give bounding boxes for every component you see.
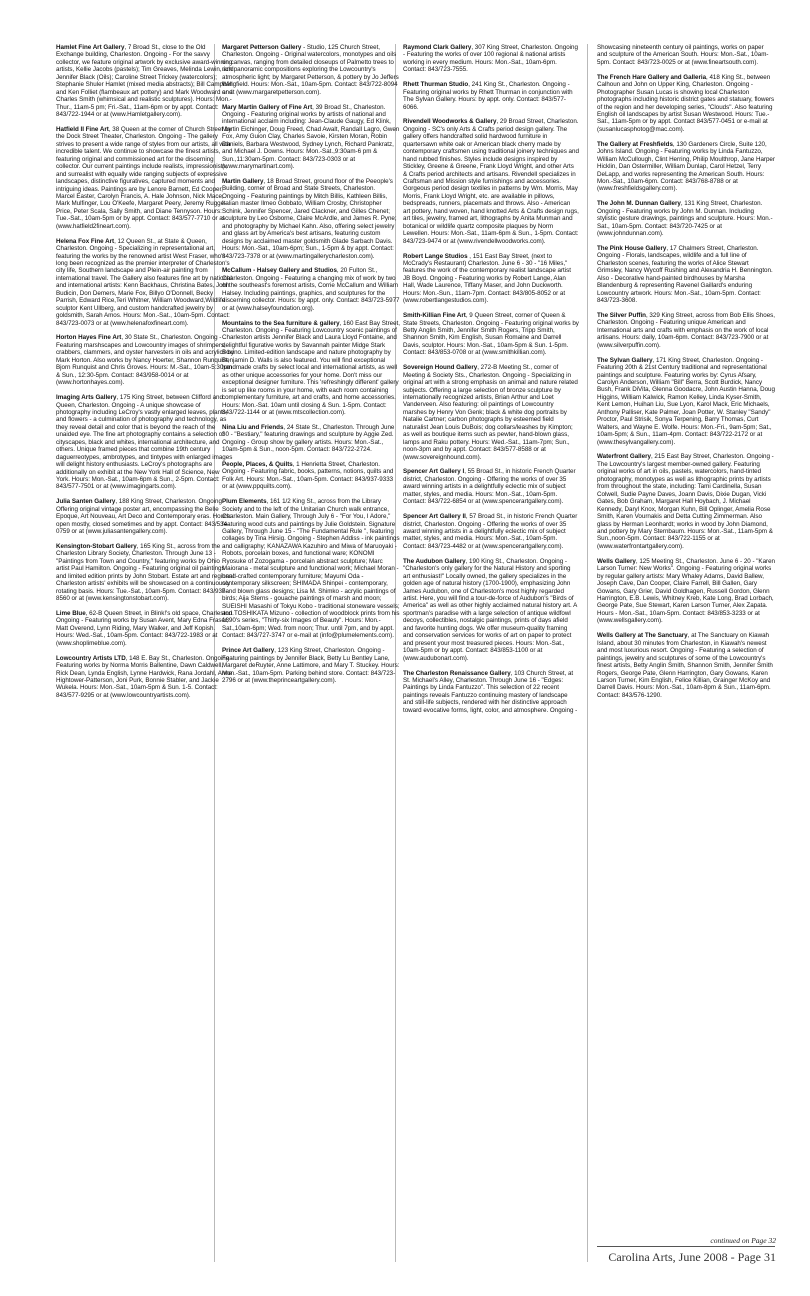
gallery-details: , 175 King Street, between Clifford and Queen, Charleston. Ongoing - A unique showcase of photography including LeCroy's vastly enlarged leaves, plants, and flowers - a culmination of photography and technology, as they reveal detail and color that is beyond the reach of the unaided eye. The fine art photography contains a selection of cityscapes, black and whites, international architecture, and others. Unique framed pieces that combine 19th century daguerreotypes, ambrotypes, and tintypes with enlarged images will delight history enthusiasts. LeCroy's photographs are additionally on exhibit at the New York Hall of Science, New York. Hours: Mon.-Sat., 10am-6pm & Sun., 2-5pm. Contact: 843/577-7501 or at (www.imagingarts.com).: [56, 394, 233, 491]
gallery-details: - Studio, 125 Church Street, Charleston. Ongoing - Original watercolors, monotypes and oils on canvas, ranging from detailed closeups of Palmetto trees to rich panoramic compositions exploring the Lowcountry's atmospheric light; by Margaret Petterson, & pottery by Jo Jeffers Wingfield. Hours: Mon.-Sat., 10am-5pm. Contact: 843/722-8094 or at (www.margaretpetterson.com).: [222, 44, 399, 96]
gallery-listing: [597, 312, 775, 349]
gallery-details: , 131 King Street, Charleston. Ongoing - Featuring works by John M. Dunnan. Including stylistic gesture drawings, paintings and sculpture. Hours: Mon.-Sat., 10am-5pm. Contact: 843/720-7425 or at (www.johndunnan.com).: [597, 200, 773, 238]
listing-column-1: [56, 44, 234, 707]
gallery-details: , 55 Broad St., in historic French Quarter district, Charleston. Ongoing - Offering the works of over 35 award winning artists in a delightfully eclectic mix of subject matter, styles, and media. Hours: Mon.-Sat., 10am-5pm. Contact: 843/722-6854 or at (www.spencerartgallery.com).: [403, 468, 576, 506]
gallery-listing: [56, 238, 234, 327]
gallery-details: , 130 Gardeners Circle, Suite 120, Johns Island. Ongoing - Featuring works by Linda Fantuzzo, William McCullough, Clint Herring, Philip Moulthrop, Jane Harper Hicklin, Dan Ostermiller, William Dunlap, Carol Hetzel, Terry DeLapp, and works representing the American South. Hours: Mon.-Sat., 10am-6pm. Contact: 843/768-8788 or at (www.freshfieldsgallery.com).: [597, 140, 775, 193]
gallery-listing: [222, 104, 400, 171]
footer-rule: [597, 1246, 775, 1247]
gallery-listing: [222, 320, 400, 417]
gallery-listing: [597, 453, 775, 550]
gallery-name: Hatfield II Fine Art: [56, 125, 109, 133]
gallery-name: Sovereign Hound Gallery: [403, 364, 478, 372]
gallery-listing: [403, 364, 579, 461]
gallery-details: , 151 East Bay Street, (next to McCrady's Restaurant) Charleston. June 6 - 30 - "16 Miles," features the work of the contemporary realist landscape artist JB Boyd. Ongoing - Featuring works by Robert Lange, Alan Hall, Wade Laurence, Tiffany Maser, and John Duckworth. Hours: Mon.-Sun., 11am-7pm. Contact: 843/805-8052 or at (www.robertlangestudios.com).: [403, 252, 571, 305]
gallery-listing: [597, 357, 775, 446]
gallery-name: Helena Fox Fine Art: [56, 237, 115, 245]
gallery-details: , 17 Chalmers Street, Charleston. Ongoing - Florals, landscapes, wildlife and a full line of Charleston scenes, featuring the works of Alice Stewart Grimsley, Nancy Wycoff Rushing and Alexandria H. Bennington. Also - Decorative hand-painted birdhouses by Marsha Blandenburg & representing Ravenel Gaillard's enduring Lowcountry artwork. Hours: Mon.-Sat., 10am-5pm. Contact: 843/723-3608.: [597, 244, 773, 305]
gallery-details: Showcasing nineteenth century oil paintings, works on paper and sculpture of the American South. Hours: Mon.-Sat., 10am-5pm. Contact: 843/723-0025 or at (www.fineartsouth.com).: [597, 44, 769, 66]
listing-column-3: [403, 44, 579, 722]
gallery-details: , 62-B Queen Street, in Blink!'s old space, Charleston. Ongoing - Featuring works by Susan Avent, Mary Edna Fraser, Matt Overend, Lynn Riding, Mary Walker, and Jeff Kopish. Hours: Wed.-Sat., 10am-5pm. Contact: 843/722-1983 or at (www.shoplimeblue.com).: [56, 610, 234, 647]
gallery-listing: [56, 543, 234, 603]
gallery-listing: [597, 74, 775, 134]
gallery-details: , 272-B Meeting St., corner of Meeting & Society Sts., Charleston. Ongoing - Specializing in original art with a strong emphasis on animal and nature related subjects. Offering a large selection of bronze sculpture by internationally recognized artists, Brian Arthur and Loet Vanderveen. Also featuring: oil paintings of Lowcountry marshes by Henry Von Genk; black & white dog portraits by Natalie Cartner; carbon photographs by esteemed field naturalist Jean Louis DuBois; dog collars/leashes by Kimpton; as well as boutique items such as pewter, hand-blown glass, lamps and Raku pottery. Hours: Wed.-Sat., 11am-7pm; Sun., noon-3pm and by appt. Contact: 843/577-8588 or at (www.sovereignhound.com).: [403, 364, 578, 461]
gallery-listing: [597, 558, 775, 625]
listing-column-2: [222, 44, 400, 692]
gallery-listing: [56, 498, 234, 535]
gallery-details: , 125 Meeting St., Charleston. June 6 - 20 - "Karen Larson Turner: New Works". Ongoing - Featuring original works by regular gallery artists: Mary Whaley Adams, David Ballew, Joseph Cave, Dan Cooper, Claire Farrell, Bill Gallen, Gary Gowans, Gary Grier, David Goldhagen, Russell Gordon, Glenn Harrington, E.B. Lewis, Whitney Kreb, Kate Long, Brad Lorbach, George Pate, Sue Stewart, Karen Larson Turner, Alex Zapata. Hours - Mon.-Sat., 10am-5pm. Contact: 843/853-3233 or at (www.wellsgallery.com).: [597, 557, 776, 625]
gallery-name: Plum Elements: [222, 498, 267, 506]
gallery-details: , 160 East Bay Street, Charleston. Ongoing - Featuring Lowcountry scenic paintings of Charleston artists Jennifer Black and Laura Lloyd Fontaine, and delightful figurative works by Savannah painter Midge Stark Bovino. Limited-edition landscape and nature photography by Benjamin D. Walls is also featured. You will find exceptional handmade crafts by select local and international artists, as well as other unique accessories for your home. Don't miss our exceptional designer furniture. This 'refreshingly different' gallery is set up like rooms in your home, with each room containing complementary furniture, art and crafts, and home accessories. Hours: Mon.-Sat. 10am until closing & Sun. 1-5pm. Contact: 843/722-1144 or at (www.mtscollection.com).: [222, 319, 400, 416]
gallery-name: The Sylvan Gallery: [597, 356, 653, 364]
gallery-details: , 165 King St., across from the Charleston Library Society, Charleston. Through June 13 - "Paintings from Town and Country," featuring works by Ohio artist Paul Hamilton. Ongoing - Featuring original oil paintings and limited edition prints by John Stobart. Estate art and regional Charleston artists' exhibits will be showcased on a continuously rotating basis. Hours: Tue.-Sat., 10am-5pm. Contact: 843/937-8560 or at (www.kensingtonstobart.com).: [56, 542, 234, 603]
gallery-name: Wells Gallery at The Sanctuary: [597, 632, 688, 640]
gallery-name: Rivendell Woodworks & Gallery: [403, 118, 497, 126]
gallery-details: , 329 King Street, across from Bob Ellis Shoes, Charleston. Ongoing - Featuring unique American and International arts and crafts with emphasis on the work of local artisans. Hours: daily, 10am-6pm. Contact: 843/723-7900 or at (www.silverpuffin.com).: [597, 312, 775, 349]
gallery-name: Lime Blue: [56, 610, 86, 617]
gallery-name: Horton Hayes Fine Art: [56, 334, 122, 342]
gallery-listing: [403, 253, 579, 305]
gallery-name: Margaret Petterson Gallery: [222, 44, 302, 51]
page-footer: Carolina Arts, June 2008 - Page 31: [608, 1250, 776, 1264]
gallery-name: Spencer Art Gallery I: [403, 468, 465, 476]
gallery-details: , 38 Queen at the corner of Church Street by the Dock Street Theater, Charleston. Ongoing - The gallery strives to present a wide range of styles from our artists, all with incredible talent. We continue to showcase the finest artists, featuring original and commissioned art for the discerning collector. Our current paintings include realists, impressionists, and surrealist with equally wide ranging subjects of expressive landscapes, distinctive figuratives, captured moments and intriguing ideas. Paintings are by Lenore Barnett, Ed Cooper, Marcel Easter, Carolyn Francis, A. Hale Johnson, Nick Mace, Mark Mulfinger, Lou O'Keefe, Margaret Peery, Jeremy Rugge-Price, Peter Scala, Sally Smith, and Diane Tennyson. Hours: Tue.-Sat., 10am-5pm or by appt. Contact: 843/577-7710 or at (www.hatfield2fineart.com).: [56, 125, 232, 230]
gallery-details: , 12 Queen St., at State & Queen, Charleston. Ongoing - Specializing in representational art, featuring the works by the renowned artist West Fraser, who's long been recognized as the premier interpreter of Charleston's city life, Southern landscape and Plein-air painting from international travel. The Gallery also features fine art by national and international artists: Kenn Backhaus, Christina Bates, John Budicin, Don Demers, Marie Fox, Billyo O'Donnell, Becky Parrish, Edward Rice,Teri Whitner, William Woodward,Wildlife sculptor Kent Ullberg, and custom handcrafted jewelry by goldsmith, Sarah Amos. Hours: Mon.-Sat., 10am-5pm. Contact: 843/723-0073 or at (www.helenafoxfineart.com).: [56, 237, 232, 327]
gallery-details: , 171 King Street, Charleston. Ongoing - Featuring 20th & 21st Century traditional and representational paintings and sculpture. Featuring works by: Cyrus Afsary, Carolyn Anderson, William "Bill" Berra, Scott Burdick, Nancy Bush, Frank DiVita, Glenna Goodacre, John Austin Hanna, Doug Higgins, William Kalwick, Ramon Kelley, Linda Kyser-Smith, Kent Lemon, Huihan Liu, Sue Lyon, Karol Mack, Eric Michaels, Anthony Palliser, Kate Palmer, Joan Potter, W. Stanley "Sandy" Proctor, Paul Strisik, Sonya Terpening, Barry Thomas, Curt Walters, and Wayne E. Wolfe. Hours: Mon.-Fri., 9am-5pm; Sat., 10am-5pm; & Sun., 11am-4pm. Contact: 843/722-2172 or at (www.thesylvangallery.com).: [597, 356, 775, 446]
gallery-details: , 418 King St., between Calhoun and John on Upper King, Charleston. Ongoing - Photographer Susan Lucas is showing local Charleston photographs including historic district gates and statuary, flowers of the region and her developing series, "Clouds". Also featuring English oil landscapes by artist Susan Westwood. Hours: Tue.-Sat., 11am-5pm or by appt. Contact 843/577-0451 or e-mail at (susanlucasphotog@mac.com).: [597, 73, 775, 133]
column-divider: [587, 44, 588, 1262]
gallery-listing: [222, 647, 400, 684]
gallery-details: , 161 1/2 King St., across from the Library Society and to the left of the Unitarian Church walk entrance, Charleston. Main Gallery, Through July 6 - "For You, I Adore," featuring wood cuts and paintings by Julie Goldstein. Signature Gallery, Through June 15 - "The Fundamental Rule ", featuring collages by Tina Hirsig. Ongoing - Stephen Addiss - ink paintings and calligraphy; KANAZAWA Kazuhiro and Miwa of Maruoyaki - Robots, porcelain boxes, and functional ware; KONOMI Ryosuke of Zozogama - porcelain abstract sculpture; Marc Maiorana - metal sculpture and functional work; Michael Moran - hand-crafted contemporary furniture; Mayumi Oda - contemporary silkscreen; SHIMADA Shinpei - contemporary, hand blown glass designs; Lisa M. Shimko - acrylic paintings of birds; Aija Sterns - gouache paintings of marsh and moon; SUEISHI Masashi of Tokyu Kobo - traditional stoneware vessels; and TOSHIKATA Mizuno - collection of woodblock prints from his 1890's series, "Thirty-six Images of Beauty". Hours: Mon.-Sat.,10am-6pm; Wed. from noon; Thur. until 7pm, and by appt. Contact: 843/727-3747 or e-mail at (info@plumelements.com).: [222, 498, 400, 640]
gallery-details: , 20 Fulton St., Charleston. Ongoing - Featuring a changing mix of work by two of the southeast's foremost artists, Corrie McCallum and William Halsey. Including paintings, graphics, and sculptures for the discerning collector. Hours: by appt. only. Contact: 843/723-5977 or at (www.halseyfoundation.org).: [222, 267, 400, 312]
gallery-details: , 148 E. Bay St., Charleston. Ongoing - Featuring works by Norma Morris Ballentine, Dawn Caldwell, Rick Dean, Lynda English, Lynne Hardwick, Rana Jordahl, Anne Hightower-Patterson, Joni Purk, Bonnie Stabler, and Jackie Wukela. Hours: Mon.-Sat., 10am-5pm & Sun. 1-5. Contact: 843/577-9295 or at (www.lowcountryartists.com).: [56, 654, 233, 699]
gallery-listing: [222, 424, 400, 454]
gallery-name: Spencer Art Gallery II: [403, 513, 466, 521]
gallery-name: Raymond Clark Gallery: [403, 44, 472, 51]
gallery-listing: [56, 610, 234, 647]
gallery-listing: [403, 670, 579, 715]
gallery-details: , 57 Broad St., in historic French Quarter district, Charleston. Ongoing - Offering the works of over 35 award winning artists in a delightfully eclectic mix of subject matter, styles, and media. Hours: Mon.-Sat., 10am-5pm. Contact: 843/723-4482 or at (www.spencerartgallery.com).: [403, 513, 578, 550]
gallery-name: Mary Martin Gallery of Fine Art: [222, 103, 313, 111]
gallery-details: , 29 Broad Street, Charleston. Ongoing - SC's only Arts & Crafts period design gallery. The gallery offers handcrafted solid hardwood furniture in quartersawn white oak or American black cherry made by contemporary craftsmen using traditional joinery techniques and hand rubbed finishes. Styles include designs inspired by Stickley, Greene & Greene, Frank Lloyd Wright, and other Arts & Crafts period architects and artisans. Rivendell specializes in Craftsman and Mission style furnishings and accessories. Gorgeous period design textiles in patterns by Wm. Morris, May Morris, Frank Lloyd Wright, etc. are available in pillows, bedspreads, runners, placemats and throws. Also - American art pottery, hand woven, hand knotted Arts & Crafts design rugs, art tiles, jewelry, framed art, lithographs by Anita Munman and botanical or wildlife quartz composite plaques by Norm Lewellen. Hours: Mon.-Sat., 11am-6pm & Sun., 1-5pm. Contact: 843/723-9474 or at (www.rivendellwoodworks.com).: [403, 118, 579, 245]
listing-column-4: [597, 44, 775, 707]
gallery-details: , 7 Broad St., close to the Old Exchange building, Charleston. Ongoing - For the savvy collector, we feature original artwork by exclusive award-winning artists, Kellie Jacobs (pastels); Tim Greaves, Melinda Lewin, and Jennifer Black (Oils); Caroline Street Trickey (watercolors); Stephanie Shuler Hamlet (mixed media abstracts); Bill Campbell and Ken Folliet (flambeaux art pottery) and Mark Woodward and Charles Smith (whimsical and realistic sculptures). Hours: Mon.-Thur., 11am-5 pm; Fri.-Sat., 11am-6pm or by appt. Contact: 843/722-1944 or at (www.Hamletgallery.com).: [56, 44, 234, 119]
gallery-details: , 188 King Street, Charleston. Ongoing - Offering original vintage poster art, encompassing the Belle Epoque, Art Nouveau, Art Deco and Contemporary eras. Hours: open mostly, closed sometimes and by appt. Contact: 843/534-0759 or at (www.juliasantengallery.com).: [56, 498, 231, 536]
gallery-name: Hamlet Fine Art Gallery: [56, 44, 125, 51]
gallery-listing: [597, 200, 775, 237]
gallery-listing: [222, 498, 400, 640]
gallery-name: Nina Liu and Friends: [222, 423, 284, 431]
gallery-details: , 18 Broad Street, ground floor of the Peeople's Building, corner of Broad and State Streets, Charleston. Ongoing - Featuring paintings by Mitch Billis, Kathleen Billis, Italian master Ilmeo Gobbato, William Crosby, Christopher Schink, Jennifer Spencer, Jared Clackner, and Gilles Chenet; sculpture by Leo Osborne, Claire McArdle, and James R. Pyne; and photography by Michael Kahn. Also, offering select jewelry and glass art by America's best artisans, featuring custom designs by acclaimed master goldsmith Glade Sarbach Davis. Hours: Mon.-Sat., 10am-6pm; Sun., 1-5pm & by appt. Contact: 843/723-7378 or at (www.martingallerycharleston.com).: [222, 178, 397, 260]
gallery-details: , 307 King Street, Charleston. Ongoing - Featuring the works of over 100 regional & national artists working in every medium. Hours: Mon.-Sat., 10am-6pm. Contact: 843/723-7555.: [403, 44, 578, 74]
gallery-listing: [597, 141, 775, 193]
gallery-details: , 9 Queen Street, corner of Queen & State Streets, Charleston. Ongoing - Featuring original works by Betty Anglin Smith, Jennifer Smith Rogers, Tripp Smith, Shannon Smith, Kim English, Susan Romaine and Darrell Davis, sculptor. Hours: Mon.-Sat., 10am-5pm & Sun. 1-5pm. Contact: 843/853-0708 or at (www.smithkillian.com).: [403, 312, 579, 357]
gallery-name: Lowcountry Artists LTD: [56, 654, 126, 662]
gallery-details: , at The Sanctuary on Kiawah Island, about 30 minutes from Charleston, in Kiawah's newest and most luxurious resort. Ongoing - Featuring a selection of paintings, jewelry and sculptures of some of the Lowcountry's finest artists, Betty Anglin Smith, Shannon Smith, Jennifer Smith Rogers, George Pate, Glenn Harrington, Gary Gowans, Karen Larson Turner, Kim English, Felice Killian, Grainger McKoy and Darrell Davis. Hours: Mon.-Sat., 10am-8pm & Sun., 11am-6pm. Contact: 843/576-1290.: [597, 632, 773, 699]
gallery-listing: [56, 126, 234, 230]
gallery-listing: [403, 44, 579, 74]
gallery-listing: [56, 334, 234, 386]
gallery-name: The Pink House Gallery: [597, 244, 667, 252]
gallery-name: Julia Santen Gallery: [56, 498, 116, 506]
gallery-details: , 241 King St., Charleston. Ongoing - Featuring original works by Rhett Thurman in conjunction with The Sylvan Gallery. Hours: by appt. only. Contact: 843/577-6066.: [403, 81, 573, 111]
gallery-details: , 39 Broad St., Charleston. Ongoing - Featuring original works by artists of national and international acclaim including: Jean-Claude Gaugy, Ed Klink, Martin Eichinger, Doug Freed, Chad Awalt, Randall Lagro, Gwen Fox, Amy Guion Clay, Charles Savoie, Kirsten Moran, Robin Daniels, Barbara Westwood, Sydney Lynch, Richard Pankratz, and Michael J. Downs. Hours: Mon.-Sat.,9:30am-6 pm & Sun.,11:30am-5pm. Contact: 843/723-0303 or at (www.marymartinart.com).: [222, 103, 400, 171]
gallery-listing: [403, 468, 579, 505]
gallery-listing: [222, 178, 400, 260]
gallery-listing: [403, 118, 579, 245]
gallery-details: , 190 King St., Charleston. Ongoing - "Charleston's only gallery for the Natural History and sporting art enthusiast!" Locally owned, the gallery specializes in the golden age of natural history (1700-1900), emphasizing John James Audubon, one of Charleston's most highly regarded artist. Here, you will find a tour-de-force of Audubon's "Birds of America" as well as other highly acclaimed natural history art. A sportman's paradise with a large selection of antique wildfowl decoys, collectibles, nostalgic paintings, prints of days afield and favorite hunting dogs. We offer museum-quality framing and conservation services for works of art on paper to protect and present your most treasured pieces. Hours: Mon.-Sat., 10am-5pm or by appt. Contact: 843/853-1100 or at (www.audubonart.com).: [403, 557, 577, 662]
gallery-name: McCallum - Halsey Gallery and Studios: [222, 267, 337, 275]
gallery-name: The Charleston Renaissance Gallery: [403, 669, 511, 677]
gallery-details: , 1 Henrietta Street, Charleston. Ongoing - Featuring fabric, books, patterns, notions, quilts and Folk Art. Hours: Mon.-Sat., 10am-5pm. Contact: 843/937-9333 or at (www.ppquilts.com).: [222, 461, 394, 491]
gallery-name: The Gallery at Freshfields: [597, 140, 673, 148]
gallery-name: People, Places, & Quilts: [222, 461, 293, 468]
gallery-details: , 215 East Bay Street, Charleston. Ongoing - The Lowcountry's largest member-owned gallery. Featuring original works of art in oils, pastels, watercolors, hand-tinted photography, monotypes as well as lithographic prints by artists from throughout the state, including: Tami Cardinella, Susan Colwell, Sudie Payne Daves, Joann Davis, Dixie Dugan, Vicki Gates, Bob Graham, Margaret Hall Hoybach, J. Michael Kennedy, Daryl Knox, Morgan Kuhn, Bill Oplinger, Amelia Rose Smith, Karen Vournakis and Detta Cutting Zimmerman. Also glass by Herman Leonhardt; works in wood by John Diamond, and pottery by Mary Sternbaum. Hours: Mon.-Sat., 11am-5pm & Sun.,noon-5pm. Contact: 843/722-1155 or at (www.waterfrontartgallery.com).: [597, 453, 774, 550]
gallery-name: The French Hare Gallery and Galleria: [597, 73, 707, 81]
gallery-name: Waterfront Gallery: [597, 453, 651, 461]
gallery-name: Imaging Arts Gallery: [56, 394, 117, 402]
gallery-name: Rhett Thurman Studio: [403, 81, 469, 89]
gallery-listing: [403, 513, 579, 550]
gallery-listing: [56, 44, 234, 119]
gallery-listing: [597, 44, 775, 66]
gallery-listing: [222, 44, 400, 96]
gallery-name: The Silver Puffin: [597, 312, 646, 319]
gallery-name: Kensington-Stobart Gallery: [56, 542, 137, 550]
gallery-name: Prince Art Gallery: [222, 647, 275, 655]
gallery-listing: [56, 655, 234, 700]
gallery-name: The Audubon Gallery: [403, 557, 466, 565]
gallery-listing: [597, 632, 775, 699]
gallery-listing: [597, 245, 775, 305]
gallery-details: , 123 King Street, Charleston. Ongoing - Featuring paintings by Jennifer Black, Betty Lu Bentley Lane, Margaret deRuyter, Anne Lattimore, and Mary T. Stuckey. Hours: Mon.-Sat., 10am-5pm. Parking behind store. Contact: 843/723-2796 or at (www.theprinceartgallery.com).: [222, 647, 400, 685]
gallery-name: The John M. Dunnan Gallery: [597, 200, 681, 208]
gallery-listing: [222, 267, 400, 312]
gallery-name: Smith-Killian Fine Art: [403, 312, 466, 320]
gallery-details: , 103 Church Street, at St. Michael's Alley, Charleston. Through June 16 - "Edges: Paintings by Linda Fantuzzo". This selection of 22 recent paintings reveals Fantuzzo continuing mastery of landscape and still-life subjects, rendered with her distinctive approach toward evocative forms, light, color, and atmosphere. Ongoing -: [403, 669, 578, 714]
gallery-name: Martin Gallery: [222, 178, 264, 186]
gallery-listing: [222, 461, 400, 491]
continued-note: continued on Page 32: [710, 1236, 776, 1245]
gallery-details: , 30 State St., Charleston. Ongoing - Featuring marshscapes and Lowcountry images of shrimpers, crabbers, clammers, and oyster harvesters in oils and acrylics by Mark Horton. Also works by Nancy Hoerter, Shannon Runquist, Bjorn Runquist and Chris Groves. Hours: M.-Sat., 10am-5:30pm & Sun., 12:30-5pm. Contact: 843/958-0014 or at (www.hortonhayes.com).: [56, 334, 234, 387]
gallery-listing: [56, 394, 234, 491]
gallery-name: Wells Gallery: [597, 557, 636, 565]
gallery-name: Mountains to the Sea furniture & gallery: [222, 319, 340, 327]
gallery-name: Robert Lange Studios: [403, 252, 468, 260]
gallery-listing: [403, 558, 579, 662]
gallery-details: , 24 State St., Charleston. Through June 30 - "Bestiary," featuring drawings and sculpture by Aggie Zed. Ongoing - Group show by gallery artists. Hours: Mon.-Sat., 10am-5pm & Sun., noon-5pm. Contact: 843/722-2724.: [222, 423, 395, 454]
gallery-listing: [403, 81, 579, 111]
gallery-listing: [403, 312, 579, 357]
